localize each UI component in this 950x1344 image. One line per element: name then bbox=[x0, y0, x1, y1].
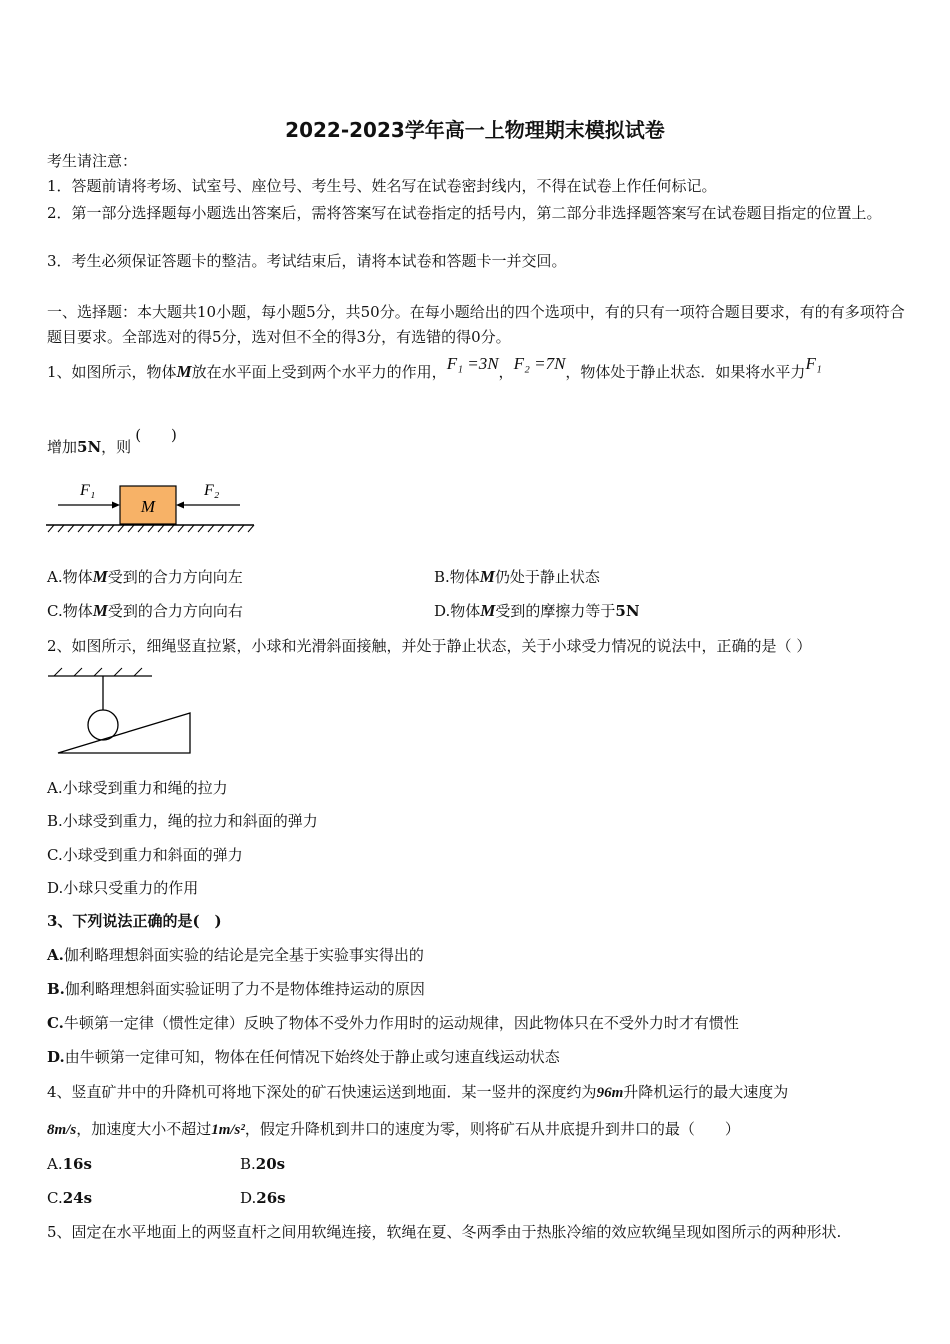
notice-heading: 考生请注意： bbox=[47, 152, 138, 170]
q4-line2-a: ，加速度大小不超过 bbox=[76, 1120, 212, 1138]
q1-stem-b: 放在水平面上受到两个水平力的作用， bbox=[191, 363, 447, 381]
q3-option-a-text: 伽利略理想斜面实验的结论是完全基于实验事实得出的 bbox=[63, 946, 424, 964]
q1-five-n: 5N bbox=[77, 438, 102, 456]
ground-hatching bbox=[48, 525, 254, 532]
q4-option-b-value: 20s bbox=[255, 1155, 286, 1173]
q4-option-a-letter: A. bbox=[47, 1155, 63, 1173]
f1-arrowhead bbox=[112, 502, 120, 509]
q3-option-d-text: 由牛顿第一定律可知，物体在任何情况下始终处于静止或匀速直线运动状态 bbox=[64, 1048, 560, 1066]
q4-accel: 1m/s² bbox=[211, 1122, 245, 1138]
q1-option-c-post: 受到的合力方向向右 bbox=[107, 602, 243, 620]
q1-option-c-m: M bbox=[92, 601, 108, 620]
q4-option-d-letter: D. bbox=[240, 1189, 257, 1207]
q3-option-a-letter: A. bbox=[47, 946, 64, 964]
q3-option-c-text: 牛顿第一定律（惯性定律）反映了物体不受外力作用时的运动规律，因此物体只在不受外力时才有惯性 bbox=[63, 1014, 739, 1032]
q4-option-c-value: 24s bbox=[62, 1189, 93, 1207]
q4-option-b[interactable] bbox=[240, 1154, 285, 1174]
incline bbox=[58, 713, 190, 753]
q1-option-d-post: 受到的摩擦力等于 bbox=[495, 602, 616, 620]
q4-option-a-value: 16s bbox=[62, 1155, 92, 1173]
q1-f2-equation: F₂ =7N bbox=[513, 354, 566, 373]
q1-option-b-post: 仍处于静止状态 bbox=[494, 568, 600, 586]
q1-stem-e: ，则 bbox=[101, 438, 132, 456]
q1-option-a-m: M bbox=[92, 567, 108, 586]
q3-option-c[interactable] bbox=[47, 1013, 739, 1033]
notice-item-1: 1．答题前请将考场、试室号、座位号、考生号、姓名写在试卷密封线内，不得在试卷上作任何标记。 bbox=[47, 177, 717, 195]
q4-option-d-value: 26s bbox=[256, 1189, 286, 1207]
q2-stem: 2、如图所示，细绳竖直拉紧，小球和光滑斜面接触，并处于静止状态，关于小球受力情况的说法中，正确的是（ ） bbox=[47, 637, 812, 655]
q1-stem-d: 增加 bbox=[47, 438, 78, 456]
q4-stem-line2 bbox=[47, 1119, 740, 1140]
q1-option-d-end: 5N bbox=[615, 602, 640, 620]
q1-option-c-pre: C.物体 bbox=[47, 602, 93, 620]
q1-force-diagram bbox=[44, 475, 259, 537]
q1-stem-line1 bbox=[47, 354, 822, 382]
q3-option-b-text: 伽利略理想斜面实验证明了力不是物体维持运动的原因 bbox=[64, 980, 425, 998]
q1-f1-symbol: F₁ bbox=[805, 354, 822, 373]
q4-stem-line1 bbox=[47, 1082, 788, 1103]
q4-option-b-letter: B. bbox=[240, 1155, 256, 1173]
q4-option-d[interactable] bbox=[240, 1188, 286, 1208]
q1-option-c[interactable] bbox=[47, 601, 243, 621]
f2-label: F₂ bbox=[204, 482, 220, 499]
q4-line1-b: 升降机运行的最大速度为 bbox=[623, 1083, 789, 1101]
q1-stem-c: ，物体处于静止状态．如果将水平力 bbox=[565, 363, 806, 381]
q1-option-d-m: M bbox=[480, 601, 496, 620]
q5-stem: 5、固定在水平地面上的两竖直杆之间用软绳连接，软绳在夏、冬两季由于热胀冷缩的效应软绳呈现如图所示的两种形状. bbox=[47, 1223, 842, 1241]
q2-incline-diagram bbox=[44, 666, 196, 758]
f2-arrowhead bbox=[176, 502, 184, 509]
q1-option-d[interactable] bbox=[434, 601, 640, 621]
q2-option-b[interactable]: B.小球受到重力，绳的拉力和斜面的弹力 bbox=[47, 812, 318, 830]
q1-option-a-pre: A.物体 bbox=[47, 568, 93, 586]
q2-option-a[interactable]: A.小球受到重力和绳的拉力 bbox=[47, 779, 228, 797]
q1-option-b[interactable] bbox=[434, 567, 600, 587]
q4-line1-a: 4、竖直矿井中的升降机可将地下深处的矿石快速运送到地面．某一竖井的深度约为 bbox=[47, 1083, 597, 1101]
block-label: M bbox=[140, 497, 156, 516]
page-title: 2022-2023学年高一上物理期末模拟试卷 bbox=[285, 118, 665, 142]
f1-label: F₁ bbox=[80, 482, 96, 499]
q3-option-b-letter: B. bbox=[47, 980, 65, 998]
q1-option-b-m: M bbox=[479, 567, 495, 586]
section-header: 一、选择题：本大题共10小题，每小题5分，共50分。在每小题给出的四个选项中，有的只有一项符合题目要求，有的有多项符合题目要求。全部选对的得5分，选对但不全的得3分，有选错的得0分。 bbox=[47, 303, 905, 346]
q3-stem: 3、下列说法正确的是( ) bbox=[47, 912, 222, 930]
notice-item-2: 2．第一部分选择题每小题选出答案后，需将答案写在试卷指定的括号内，第二部分非选择题答案写在试卷题目指定的位置上。 bbox=[47, 204, 882, 222]
q1-stem-a: 1、如图所示，物体 bbox=[47, 363, 177, 381]
q1-stem-line2 bbox=[47, 426, 177, 457]
ball bbox=[88, 710, 118, 740]
q2-option-c[interactable]: C.小球受到重力和斜面的弹力 bbox=[47, 846, 243, 864]
q4-option-a[interactable] bbox=[47, 1154, 92, 1174]
q2-option-d[interactable]: D.小球只受重力的作用 bbox=[47, 879, 199, 897]
q3-option-a[interactable] bbox=[47, 945, 424, 965]
q1-f1-equation: F₁ =3N bbox=[446, 354, 499, 373]
q4-line2-b: ，假定升降机到井口的速度为零，则将矿石从井底提升到井口的最（ ） bbox=[244, 1120, 740, 1138]
notice-item-3: 3．考生必须保证答题卡的整洁。考试结束后，请将本试卷和答题卡一并交回。 bbox=[47, 252, 567, 270]
q1-mass-symbol: M bbox=[176, 362, 192, 381]
q3-option-d[interactable] bbox=[47, 1047, 560, 1067]
q4-depth: 96m bbox=[596, 1085, 624, 1101]
q1-answer-paren: ( ) bbox=[135, 426, 177, 444]
q1-option-b-pre: B.物体 bbox=[434, 568, 480, 586]
ceiling-hatching bbox=[54, 668, 142, 676]
q4-option-c[interactable] bbox=[47, 1188, 92, 1208]
q1-option-a[interactable] bbox=[47, 567, 243, 587]
q3-option-c-letter: C. bbox=[47, 1014, 64, 1032]
q1-option-d-pre: D.物体 bbox=[434, 602, 481, 620]
q3-option-b[interactable] bbox=[47, 979, 425, 999]
q1-comma: ， bbox=[498, 363, 514, 381]
q3-option-d-letter: D. bbox=[47, 1048, 65, 1066]
q4-speed: 8m/s bbox=[47, 1122, 77, 1138]
q1-option-a-post: 受到的合力方向向左 bbox=[107, 568, 243, 586]
q4-option-c-letter: C. bbox=[47, 1189, 63, 1207]
